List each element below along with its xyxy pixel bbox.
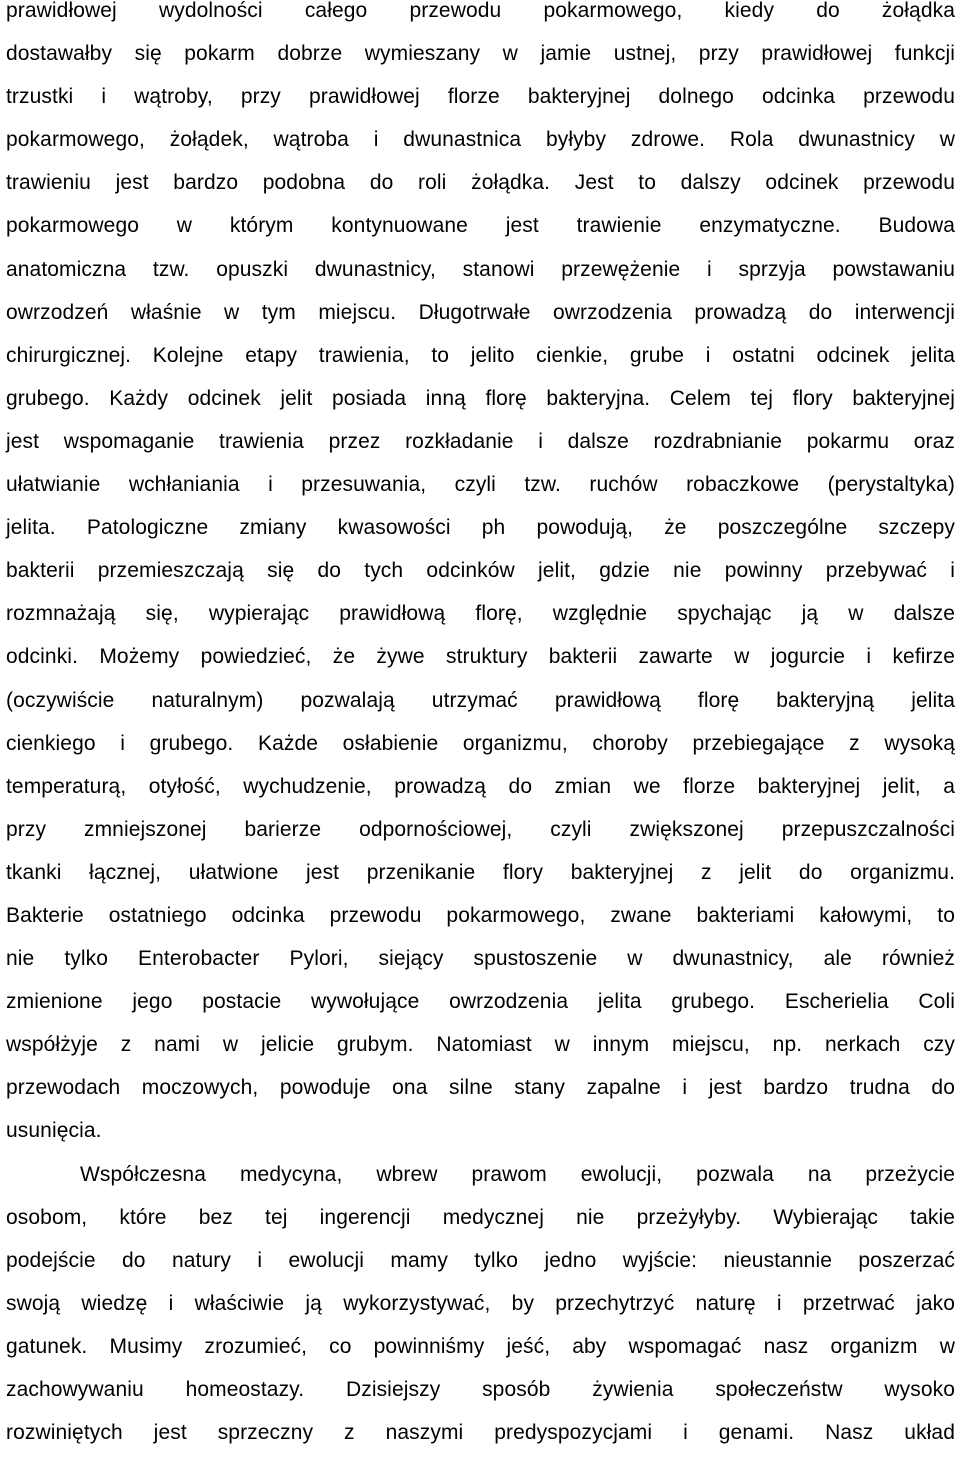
text-line: tkanki łącznej, ułatwione jest przenikanie flory bakteryjnej z jelit do organizmu. [6, 860, 955, 884]
text-line: pokarmowego, żołądek, wątroba i dwunastnica byłyby zdrowe. Rola dwunastnicy w [6, 128, 955, 152]
text-line: zachowywaniu homeostazy. Dzisiejszy sposób żywienia społeczeństw wysoko [6, 1378, 955, 1401]
paragraph-modern-medicine [6, 1153, 955, 1455]
text-line: odcinki. Możemy powiedzieć, że żywe struktury bakterii zawarte w jogurcie i kefirze [6, 645, 955, 669]
text-line: Współczesna medycyna, wbrew prawom ewolucji, pozwala na przeżycie [80, 1162, 955, 1186]
text-line: prawidłowej wydolności całego przewodu pokarmowego, kiedy do żołądka [6, 0, 955, 22]
text-line: współżyje z nami w jelicie grubym. Natomiast w innym miejscu, np. nerkach czy [6, 1033, 955, 1057]
text-line: chirurgicznej. Kolejne etapy trawienia, to jelito cienkie, grube i ostatni odcinek jelita [6, 343, 955, 367]
text-line: owrzodzeń właśnie w tym miejscu. Długotrwałe owrzodzenia prowadzą do interwencji [6, 300, 955, 324]
text-line: nie tylko Enterobacter Pylori, siejący spustoszenie w dwunastnicy, ale również [6, 947, 955, 971]
text-line: usunięcia. [6, 1119, 102, 1143]
text-line: osobom, które bez tej ingerencji medycznej nie przeżyłyby. Wybierając takie [6, 1205, 955, 1229]
text-line: grubego. Każdy odcinek jelit posiada inną florę bakteryjna. Celem tej flory bakteryjnej [6, 386, 955, 410]
text-line: trawieniu jest bardzo podobna do roli żołądka. Jest to dalszy odcinek przewodu [6, 171, 955, 195]
text-line: jelita. Patologiczne zmiany kwasowości ph powodują, że poszczególne szczepy [6, 516, 955, 540]
text-line: ułatwianie wchłaniania i przesuwania, czyli tzw. ruchów robaczkowe (perystaltyka) [6, 473, 955, 497]
text-line: jest wspomaganie trawienia przez rozkładanie i dalsze rozdrabnianie pokarmu oraz [6, 429, 955, 453]
text-line: rozwiniętych jest sprzeczny z naszymi predyspozycjami i genami. Nasz układ [6, 1421, 955, 1445]
text-line: gatunek. Musimy zrozumieć, co powinniśmy jeść, aby wspomagać nasz organizm w [6, 1334, 955, 1358]
text-line: zmienione jego postacie wywołujące owrzodzenia jelita grubego. Escherielia Coli [6, 990, 955, 1014]
text-line: Bakterie ostatniego odcinka przewodu pokarmowego, zwane bakteriami kałowymi, to [6, 903, 955, 927]
text-line: cienkiego i grubego. Każde osłabienie organizmu, choroby przebiegające z wysoką [6, 731, 955, 755]
text-line: trzustki i wątroby, przy prawidłowej florze bakteryjnej dolnego odcinka przewodu [6, 85, 955, 109]
text-line: anatomiczna tzw. opuszki dwunastnicy, stanowi przewężenie i sprzyja powstawaniu [6, 257, 955, 281]
text-line: przewodach moczowych, powoduje ona silne stany zapalne i jest bardzo trudna do [6, 1076, 955, 1100]
text-line: dostawałby się pokarm dobrze wymieszany w jamie ustnej, przy prawidłowej funkcji [6, 42, 955, 66]
text-line: temperaturą, otyłość, wychudzenie, prowadzą do zmian we florze bakteryjnej jelit, a [6, 774, 955, 798]
text-line: rozmnażają się, wypierając prawidłową florę, względnie spychając ją w dalsze [6, 602, 955, 626]
text-line: pokarmowego w którym kontynuowane jest trawienie enzymatyczne. Budowa [6, 214, 955, 238]
text-line: swoją wiedzę i właściwie ją wykorzystywać, by przechytrzyć naturę i przetrwać jako [6, 1291, 955, 1315]
text-line: przy zmniejszonej barierze odpornościowej, czyli zwiększonej przepuszczalności [6, 817, 955, 841]
text-line: (oczywiście naturalnym) pozwalają utrzymać prawidłową florę bakteryjną jelita [6, 688, 955, 712]
text-line: bakterii przemieszczają się do tych odcinków jelit, gdzie nie powinny przebywać i [6, 559, 955, 583]
text-line: podejście do natury i ewolucji mamy tylko jedno wyjście: nieustannie poszerzać [6, 1248, 955, 1272]
paragraph-digestion [6, 0, 955, 1153]
